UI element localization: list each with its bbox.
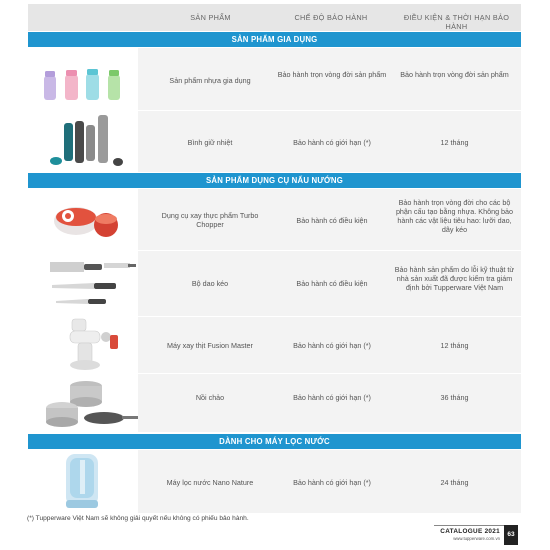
warranty-type: Bảo hành có giới hạn (*) <box>293 341 371 350</box>
warranty-conditions: Bảo hành trọn vòng đời sản phẩm <box>400 70 509 79</box>
warranty-type: Bảo hành có giới hạn (*) <box>293 138 371 147</box>
product-name: Nồi chảo <box>195 393 225 402</box>
catalogue-url: www.tupperware.com.vn <box>453 536 500 541</box>
section-band-water-filter: DÀNH CHO MÁY LỌC NƯỚC <box>28 434 521 449</box>
warranty-table <box>28 4 521 549</box>
warranty-type: Bảo hành trọn vòng đời sản phẩm <box>277 70 387 79</box>
warranty-conditions: 12 tháng <box>440 138 469 147</box>
warranty-type: Bảo hành có điều kiện <box>296 216 368 225</box>
catalogue-label <box>434 525 510 546</box>
table-row <box>28 48 521 110</box>
header-product: SẢN PHẨM <box>190 13 231 22</box>
header-warranty: CHẾ ĐỘ BẢO HÀNH <box>294 13 368 22</box>
page-number: 63 <box>504 525 518 545</box>
thermos-icon <box>28 111 138 172</box>
table-row <box>28 251 521 316</box>
product-name: Sản phẩm nhựa gia dụng <box>169 76 251 85</box>
warranty-type: Bảo hành có giới hạn (*) <box>293 478 371 487</box>
pots-pans-icon <box>28 374 138 432</box>
table-header <box>28 4 521 31</box>
warranty-type: Bảo hành có giới hạn (*) <box>293 393 371 402</box>
table-row <box>28 189 521 250</box>
product-name: Bình giữ nhiệt <box>187 138 233 147</box>
header-conditions: ĐIỀU KIỆN & THỜI HẠN BẢO HÀNH <box>403 13 510 31</box>
product-name: Máy lọc nước Nano Nature <box>166 478 254 487</box>
product-name: Dụng cụ xay thực phẩm Turbo Chopper <box>161 211 259 229</box>
table-row <box>28 374 521 432</box>
table-row <box>28 111 521 172</box>
product-name: Bộ dao kéo <box>191 279 229 288</box>
warranty-type: Bảo hành có điều kiện <box>296 279 368 288</box>
warranty-conditions: 36 tháng <box>440 393 469 402</box>
table-row <box>28 450 521 513</box>
warranty-conditions: 24 tháng <box>440 478 469 487</box>
catalogue-title: CATALOGUE 2021 <box>440 528 500 535</box>
product-name: Máy xay thịt Fusion Master <box>167 341 253 350</box>
warranty-conditions: 12 tháng <box>440 341 469 350</box>
warranty-conditions: Bảo hành trọn vòng đời cho các bộ phận cấu tạo bằng nhựa. Không bảo hành các vật liệu tiêu hao: lưỡi dao, dây kéo <box>395 198 514 234</box>
water-filter-icon <box>28 450 138 513</box>
section-band-cookware: SẢN PHẨM DỤNG CỤ NẤU NƯỚNG <box>28 173 521 188</box>
knife-set-icon <box>28 251 138 316</box>
warranty-conditions: Bảo hành sản phẩm do lỗi kỹ thuật từ nhà sản xuất đã được kiểm tra giám định bởi Tupperware Việt Nam <box>394 265 515 292</box>
footnote: (*) Tupperware Việt Nam sẽ không giải quyết nếu không có phiếu bảo hành. <box>27 515 249 522</box>
meat-grinder-icon <box>28 317 138 373</box>
section-band-household: SẢN PHẨM GIA DỤNG <box>28 32 521 47</box>
turbo-chopper-icon <box>28 189 138 250</box>
plastic-bottles-icon <box>28 48 138 110</box>
table-row <box>28 317 521 373</box>
